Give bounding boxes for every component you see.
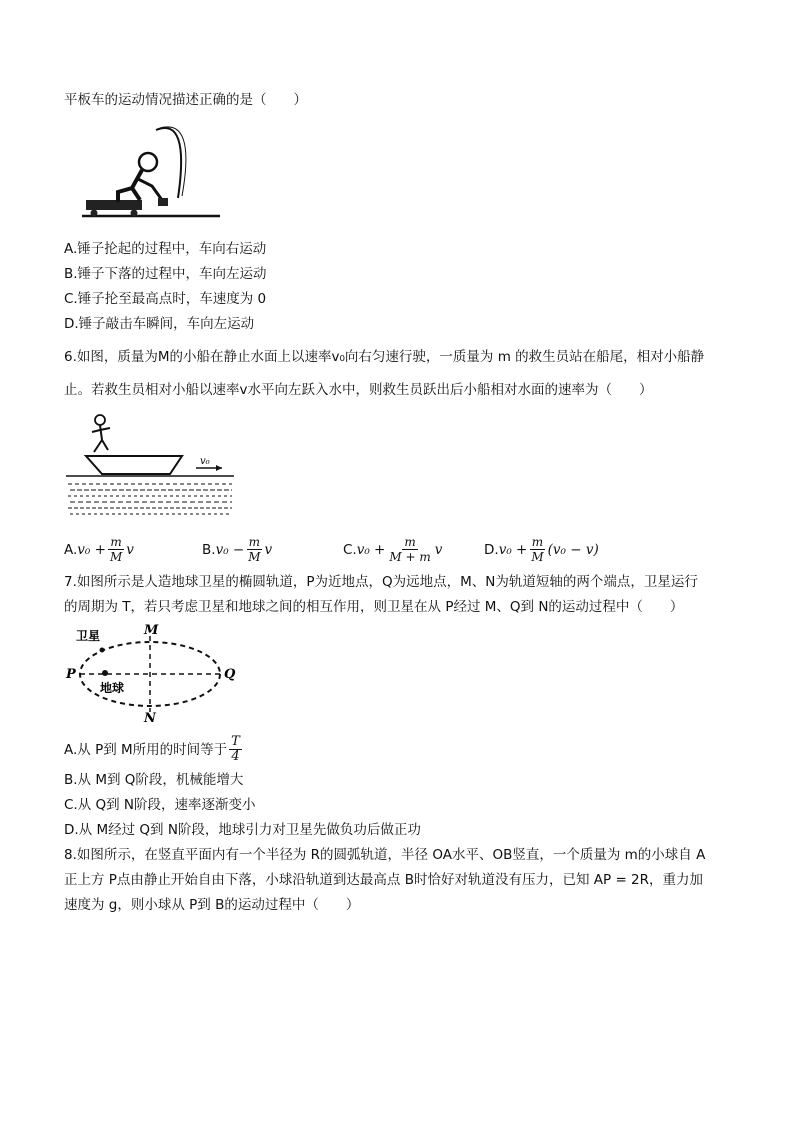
q5-figure-cart-hammer bbox=[78, 112, 228, 230]
q7-point-p: P bbox=[66, 667, 76, 682]
q7-stem-line1: 7.如图所示是人造地球卫星的椭圆轨道，P为近地点，Q为远地点，M、N为轨道短轴的两个端点，卫星运行 bbox=[64, 574, 698, 590]
q7-point-m: M bbox=[144, 623, 159, 638]
q7-option-a: A.从 P到 M所用的时间等于 $\frac{T}{4}$ bbox=[64, 734, 240, 764]
q6-option-b: B. v₀ − $\frac{m}{M}$ v bbox=[202, 535, 273, 564]
q7-earth-label: 地球 bbox=[100, 681, 125, 695]
q7-satellite-label: 卫星 bbox=[76, 629, 101, 643]
q5-stem-tail: 平板车的运动情况描述正确的是（ ） bbox=[64, 92, 307, 108]
q6-velocity-label: v₀ bbox=[200, 456, 210, 467]
q8-stem-line1: 8.如图所示，在竖直平面内有一个半径为 R的圆弧轨道，半径 OA水平、OB竖直，一个质量为 m的小球自 A bbox=[64, 847, 706, 863]
q5-option-c: C.锤子抡至最高点时，车速度为 0 bbox=[64, 291, 267, 307]
q8-stem-line3: 速度为 g，则小球从 P到 B的运动过程中（ ） bbox=[64, 897, 360, 913]
q6-stem-line1: 6.如图，质量为M的小船在静止水面上以速率v₀向右匀速行驶，一质量为 m 的救生员站在船尾，相对小船静 bbox=[64, 349, 705, 365]
q6-option-c: C. v₀ + $\frac{m}{M + m}$ v bbox=[343, 535, 443, 564]
q7-point-n: N bbox=[144, 711, 156, 724]
q7-option-c: C.从 Q到 N阶段，速率逐渐变小 bbox=[64, 797, 256, 813]
q6-stem-line2: 止。若救生员相对小船以速率v水平向左跃入水中，则救生员跃出后小船相对水面的速率为（ ） bbox=[64, 382, 653, 398]
q5-option-b: B.锤子下落的过程中，车向左运动 bbox=[64, 266, 267, 282]
q6-option-d: D. v₀ + $\frac{m}{M}$ (v₀ − v) bbox=[484, 535, 599, 564]
q5-option-a: A.锤子抡起的过程中，车向右运动 bbox=[64, 241, 267, 257]
q5-option-d: D.锤子敲击车瞬间，车向左运动 bbox=[64, 316, 255, 332]
q7-figure-orbit bbox=[62, 620, 242, 724]
q7-stem-line2: 的周期为 T，若只考虑卫星和地球之间的相互作用，则卫星在从 P经过 M、Q到 N的运动过程中（ ） bbox=[64, 599, 684, 615]
q7-point-q: Q bbox=[224, 667, 236, 682]
q6-options bbox=[64, 535, 744, 565]
q6-option-a: A. v₀ + $\frac{m}{M}$ v bbox=[64, 535, 134, 564]
q8-stem-line2: 正上方 P点由静止开始自由下落，小球沿轨道到达最高点 B时恰好对轨道没有压力，已知 AP = 2R，重力加 bbox=[64, 872, 704, 888]
q6-figure-boat bbox=[62, 410, 238, 520]
q7-option-d: D.从 M经过 Q到 N阶段，地球引力对卫星先做负功后做正功 bbox=[64, 822, 421, 838]
q7-option-b: B.从 M到 Q阶段，机械能增大 bbox=[64, 772, 244, 788]
